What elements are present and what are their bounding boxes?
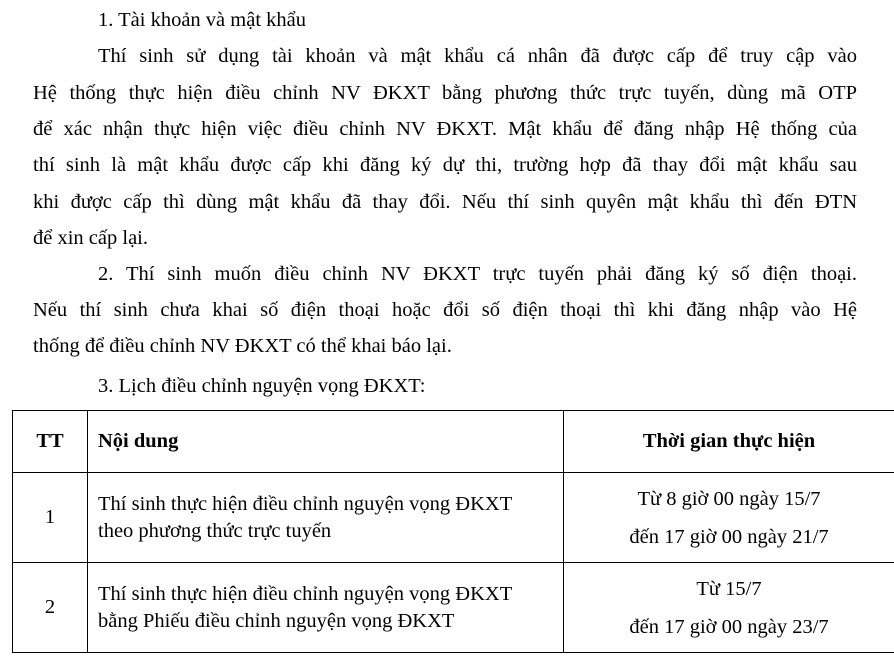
row-content: [88, 473, 564, 563]
section1-heading: 1. Tài khoản và mật khẩu: [98, 9, 306, 31]
table-row: [13, 473, 894, 563]
row-content-line: bằng Phiếu điều chỉnh nguyện vọng ĐKXT: [98, 609, 455, 632]
table-row: [13, 563, 894, 653]
row-time: [564, 563, 894, 653]
header-content: Nội dung: [88, 411, 564, 473]
section3-heading: 3. Lịch điều chỉnh nguyện vọng ĐKXT:: [98, 375, 426, 397]
table-header-row: [13, 411, 894, 473]
row-time: [564, 473, 894, 563]
row-content-line: theo phương thức trực tuyến: [98, 519, 332, 542]
row-time-line: Từ 8 giờ 00 ngày 15/7: [637, 487, 821, 510]
row-time-line: Từ 15/7: [696, 577, 762, 600]
section1-line-4: thí sinh là mật khẩu được cấp khi đăng ký dự thi, trường hợp đã thay đổi mật khẩu sau: [33, 154, 857, 176]
section2-line-2: Nếu thí sinh chưa khai số điện thoại hoặc đổi số điện thoại thì khi đăng nhập vào Hệ: [33, 299, 857, 321]
row-content-line: Thí sinh thực hiện điều chỉnh nguyện vọng ĐKXT: [98, 492, 513, 515]
section1-line-6: để xin cấp lại.: [33, 227, 148, 249]
section2-line-3: thống để điều chỉnh NV ĐKXT có thể khai báo lại.: [33, 335, 452, 357]
row-time-line: đến 17 giờ 00 ngày 23/7: [629, 615, 829, 638]
section1-line-5: khi được cấp thì dùng mật khẩu đã thay đổi. Nếu thí sinh quyên mật khẩu thì đến ĐTN: [33, 191, 857, 213]
header-tt: TT: [13, 411, 88, 473]
row-number: 1: [13, 473, 88, 563]
section1-line-2: Hệ thống thực hiện điều chỉnh NV ĐKXT bằng phương thức trực tuyến, dùng mã OTP: [33, 82, 857, 104]
row-content: [88, 563, 564, 653]
section1-line-3: để xác nhận thực hiện việc điều chỉnh NV ĐKXT. Mật khẩu để đăng nhập Hệ thống của: [33, 118, 857, 140]
section2-line-1: 2. Thí sinh muốn điều chỉnh NV ĐKXT trực tuyến phải đăng ký số điện thoại.: [98, 263, 857, 285]
row-number: 2: [13, 563, 88, 653]
section1-line-1: Thí sinh sử dụng tài khoản và mật khẩu cá nhân đã được cấp để truy cập vào: [98, 45, 857, 67]
header-time: Thời gian thực hiện: [564, 411, 894, 473]
row-content-line: Thí sinh thực hiện điều chỉnh nguyện vọng ĐKXT: [98, 582, 513, 605]
row-time-line: đến 17 giờ 00 ngày 21/7: [629, 525, 829, 548]
schedule-table: [12, 410, 894, 653]
